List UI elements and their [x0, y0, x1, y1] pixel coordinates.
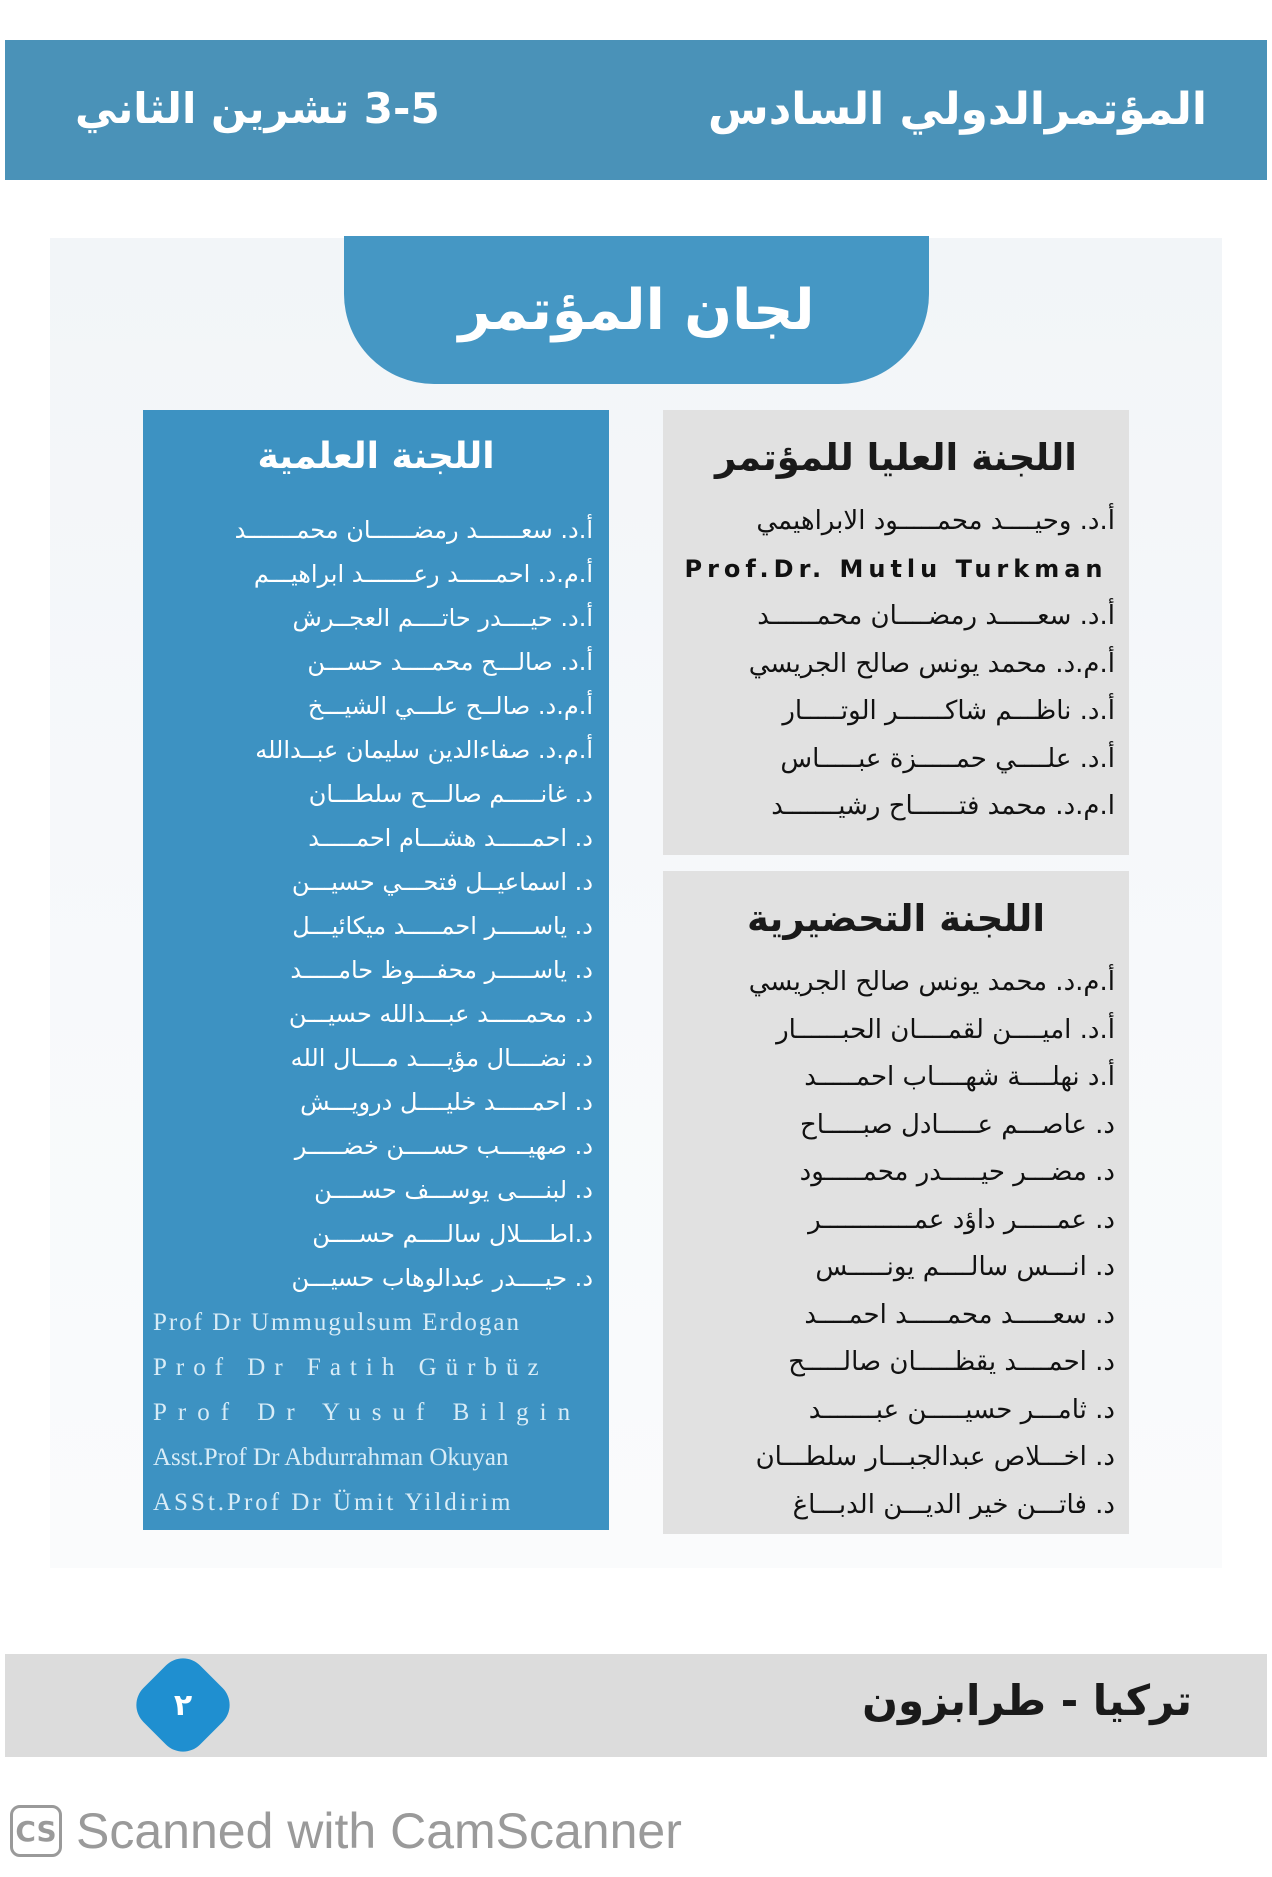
list-item: ASSt.Prof Dr Ümit Yildirim	[153, 1489, 514, 1516]
list-item: د. غانـــــم صالـــح سلطـــان	[308, 780, 593, 808]
list-item: أ.م.د. محمد يونس صالح الجريسي	[748, 967, 1115, 997]
header-bar	[5, 40, 1267, 180]
footer-location: تركيا - طرابزون	[862, 1676, 1192, 1725]
watermark-text: Scanned with CamScanner	[76, 1803, 682, 1859]
scientific-committee-list	[143, 508, 609, 1525]
list-item: د. اخـــلاص عبدالجبـــار سلطـــان	[755, 1442, 1115, 1472]
list-item: أ.م.د. محمد يونس صالح الجريسي	[748, 648, 1115, 679]
list-item: أ.د. علــــي حمـــــزة عبـــــاس	[780, 743, 1115, 774]
higher-committee-list	[663, 498, 1129, 831]
list-item: د. ثامـــر حسيـــــن عبـــــــد	[808, 1394, 1115, 1425]
list-item: د. عمـــــر داؤد عمــــــــــــر	[808, 1204, 1115, 1235]
list-item: د.اطــــلال سالــــم حســــن	[312, 1220, 593, 1248]
list-item: د. محمـــــد عبـــدالله حسيـــن	[288, 1000, 593, 1028]
list-item: د. احمــــد يقظـــــان صالـــــح	[788, 1347, 1115, 1377]
list-item: د. انـــس سالــــم يونـــــس	[815, 1252, 1115, 1282]
list-item: أ.د نهلــــة شهــــاب احمـــــد	[804, 1062, 1115, 1092]
list-item: د. لبنــــى يوســـف حســــن	[314, 1176, 593, 1204]
higher-committee-title: اللجنة العليا للمؤتمر	[715, 436, 1077, 479]
list-item: أ.د. سعـــــد رمضــــان محمــــــد	[757, 601, 1115, 631]
list-item: د. ياســـــر محفـــوظ حامـــــد	[290, 956, 593, 984]
list-item: Asst.Prof Dr Abdurrahman Okuyan	[153, 1444, 509, 1471]
conference-title: المؤتمرالدولي السادس	[708, 84, 1207, 135]
scientific-committee-title: اللجنة العلمية	[257, 436, 495, 477]
list-item: أ.م.د. احمـــــد رعـــــــد ابراهيـــم	[253, 560, 593, 588]
list-item: Prof Dr Ummugulsum Erdogan	[153, 1309, 521, 1336]
list-item: د. ياســـــر احمـــــد ميكائيـــل	[292, 912, 593, 940]
list-item: د. سعـــــد محمـــــد احمــــد	[804, 1299, 1115, 1330]
list-item: أ.د. اميــــن لقمــــان الحبــــــار	[776, 1014, 1115, 1045]
camscanner-logo-icon: CS	[10, 1805, 62, 1857]
list-item: أ.د. سعــــــد رمضــــــان محمـــــــد	[234, 516, 593, 544]
list-item: د. فاتـــن خير الديـــن الدبـــاغ	[792, 1489, 1115, 1520]
list-item: د. مضـــر حيـــــدر محمـــــود	[799, 1157, 1115, 1187]
list-item: د. عاصـــم عـــــادل صبـــــاح	[799, 1109, 1115, 1140]
list-item: د. اسماعيــل فتحـــي حسيـــن	[291, 868, 593, 896]
list-item: أ.د. ناظـــم شاكــــــر الوتـــــار	[782, 696, 1115, 726]
scientific-committee-panel	[143, 410, 609, 1530]
list-item: أ.د. حيــــدر حاتــــم العجــرش	[292, 604, 593, 632]
list-item: د. نضــــال مؤيــــد مــــال الله	[290, 1044, 593, 1072]
list-item: أ.د. صالـــح محمــــد حســـن	[307, 648, 593, 676]
page-number: ٢	[173, 1687, 193, 1723]
list-item: ا.م.د. محمد فتــــــاح رشيـــــــد	[771, 791, 1115, 821]
list-item: د. صهيــــب حســــن خضـــــر	[294, 1132, 593, 1160]
list-item: أ.د. وحيــــد محمـــــود الابراهيمي	[756, 506, 1115, 536]
list-item: Prof Dr Yusuf Bilgin	[153, 1399, 582, 1426]
preparatory-committee-title: اللجنة التحضيرية	[746, 897, 1046, 940]
preparatory-committee-panel	[663, 871, 1129, 1534]
preparatory-committee-list	[663, 959, 1129, 1529]
conference-date: 3-5 تشرين الثاني	[75, 84, 440, 133]
camscanner-watermark	[10, 1796, 682, 1866]
list-item: د. احمـــــد هشـــام احمـــــد	[308, 824, 593, 852]
list-item: د. حيــــدر عبدالوهاب حسيـــن	[291, 1264, 593, 1292]
list-item: Prof Dr Fatih Gürbüz	[153, 1354, 548, 1381]
list-item: أ.م.د. صالــح علـــي الشيـــخ	[307, 692, 593, 720]
page-title: لجان المؤتمر	[344, 236, 929, 384]
list-item: Prof.Dr. Mutlu Turkman	[684, 554, 1108, 583]
list-item: د. احمـــــد خليــــل درويـــش	[300, 1088, 593, 1116]
list-item: أ.م.د. صفاءالدين سليمان عبــدالله	[255, 736, 593, 764]
higher-committee-panel	[663, 410, 1129, 855]
